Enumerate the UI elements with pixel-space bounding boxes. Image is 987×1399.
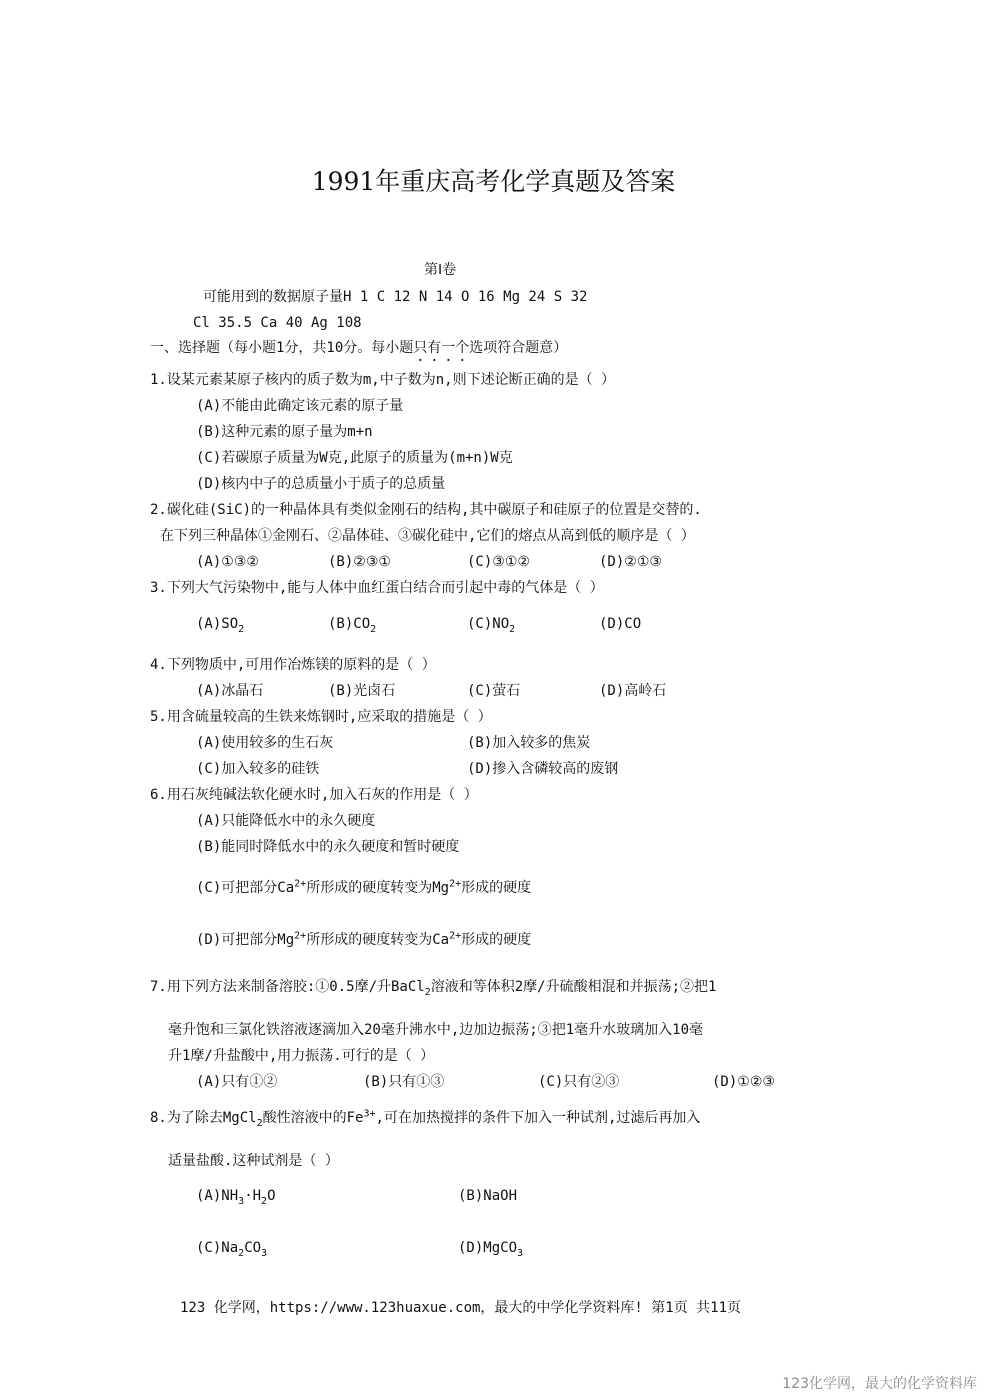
q1-option-a: (A)不能由此确定该元素的原子量 — [196, 398, 404, 414]
q3-option-b: $(B)CO_2$ — [328, 616, 377, 635]
q4-stem: 4.下列物质中,可用作冶炼镁的原料的是（ ） — [150, 657, 436, 673]
watermark: 123化学网，最大的化学资料库 — [782, 1376, 977, 1392]
q6-stem: 6.用石灰纯碱法软化硬水时,加入石灰的作用是（ ） — [150, 787, 478, 803]
atomic-mass-line-1: 可能用到的数据原子量H 1 C 12 N 14 O 16 Mg 24 S 32 — [203, 289, 588, 305]
q6-option-d: (D)可把部分$Mg^{2+}$所形成的硬度转变为$Ca^{2+}$形成的硬度 — [196, 930, 532, 948]
q6-option-a: (A)只能降低水中的永久硬度 — [196, 813, 376, 829]
q2-option-d: (D)②①③ — [599, 554, 662, 570]
emphasis-char: 只 — [413, 340, 428, 356]
q2-stem-line-1: 2.碳化硅(SiC)的一种晶体具有类似金刚石的结构,其中碳原子和硅原子的位置是交替的. — [150, 502, 702, 518]
q7-option-c: (C)只有②③ — [538, 1074, 620, 1090]
q4-option-a: (A)冰晶石 — [196, 683, 264, 699]
q5-option-b: (B)加入较多的焦炭 — [467, 735, 591, 751]
q3-option-a: $(A)SO_2$ — [196, 616, 245, 635]
q8-stem-line-2: 适量盐酸.这种试剂是（ ） — [168, 1153, 339, 1169]
q8-option-b: (B)NaOH — [458, 1188, 518, 1204]
section-heading: 第Ⅰ卷 — [424, 262, 457, 278]
emphasis-char: 有 — [427, 340, 442, 356]
q5-stem: 5.用含硫量较高的生铁来炼钢时,应采取的措施是（ ） — [150, 709, 492, 725]
q4-option-b: (B)光卤石 — [328, 683, 396, 699]
q3-option-c: $(C)NO_2$ — [467, 616, 516, 635]
part-one-suffix: 选项符合题意） — [469, 340, 568, 356]
q7-option-b: (B)只有①③ — [363, 1074, 445, 1090]
q1-stem: 1.设某元素某原子核内的质子数为m,中子数为n,则下述论断正确的是（ ） — [150, 372, 615, 388]
page-footer: 123 化学网，https://www.123huaxue.com，最大的中学化学资料库! 第1页 共11页 — [180, 1300, 742, 1316]
q5-option-d: (D)掺入含磷较高的废钢 — [467, 761, 619, 777]
emphasis-char: 一 — [441, 340, 456, 356]
q7-option-d: (D)①②③ — [712, 1074, 775, 1090]
q5-option-a: (A)使用较多的生石灰 — [196, 735, 334, 751]
q7-option-a: (A)只有①② — [196, 1074, 278, 1090]
q8-option-a: $(A)NH_3\cdot H_2O$ — [196, 1188, 276, 1207]
q1-option-d: (D)核内中子的总质量小于质子的总质量 — [196, 476, 446, 492]
emphasis-char: 个 — [455, 340, 470, 356]
page-title: 1991年重庆高考化学真题及答案 — [311, 167, 676, 196]
q7-stem-line-3: 升1摩/升盐酸中,用力振荡.可行的是（ ） — [168, 1048, 435, 1064]
q8-stem-line-1: 8.为了除去MgCl$_2$酸性溶液中的$Fe^{3+}$,可在加热搅拌的条件下加入一种试剂,过滤后再加入 — [150, 1108, 701, 1129]
q7-stem-line-2: 毫升饱和三氯化铁溶液逐滴加入20毫升沸水中,边加边振荡;③把1毫升水玻璃加入10毫 — [168, 1022, 703, 1038]
q7-stem-line-1: 7.用下列方法来制备溶胶:①0.5摩/升BaCl$_2$溶液和等体积2摩/升硫酸相混和并振荡;②把1 — [150, 979, 717, 998]
q5-option-c: (C)加入较多的硅铁 — [196, 761, 320, 777]
q2-option-a: (A)①③② — [196, 554, 259, 570]
q3-stem: 3.下列大气污染物中,能与人体中血红蛋白结合而引起中毒的气体是（ ） — [150, 580, 604, 596]
q1-option-b: (B)这种元素的原子量为m+n — [196, 424, 373, 440]
q2-option-c: (C)③①② — [467, 554, 530, 570]
q4-option-d: (D)高岭石 — [599, 683, 667, 699]
q6-option-c: (C)可把部分$Ca^{2+}$所形成的硬度转变为$Mg^{2+}$形成的硬度 — [196, 878, 532, 896]
q2-option-b: (B)②③① — [328, 554, 391, 570]
q2-stem-line-2: 在下列三种晶体①金刚石、②晶体硅、③碳化硅中,它们的熔点从高到低的顺序是（ ） — [160, 528, 695, 544]
q6-option-b: (B)能同时降低水中的永久硬度和暂时硬度 — [196, 839, 460, 855]
q8-option-c: $(C)Na_2CO_3$ — [196, 1240, 268, 1259]
part-one-heading — [150, 340, 567, 356]
q4-option-c: (C)萤石 — [467, 683, 521, 699]
q8-option-d: (D)MgCO$_3$ — [458, 1240, 524, 1259]
q1-option-c: (C)若碳原子质量为W克,此原子的质量为(m+n)W克 — [196, 450, 513, 466]
atomic-mass-line-2: Cl 35.5 Ca 40 Ag 108 — [193, 315, 362, 331]
part-one-prefix: 一、选择题（每小题1分，共10分。每小题 — [150, 340, 414, 356]
q3-option-d: (D)CO — [599, 616, 642, 632]
